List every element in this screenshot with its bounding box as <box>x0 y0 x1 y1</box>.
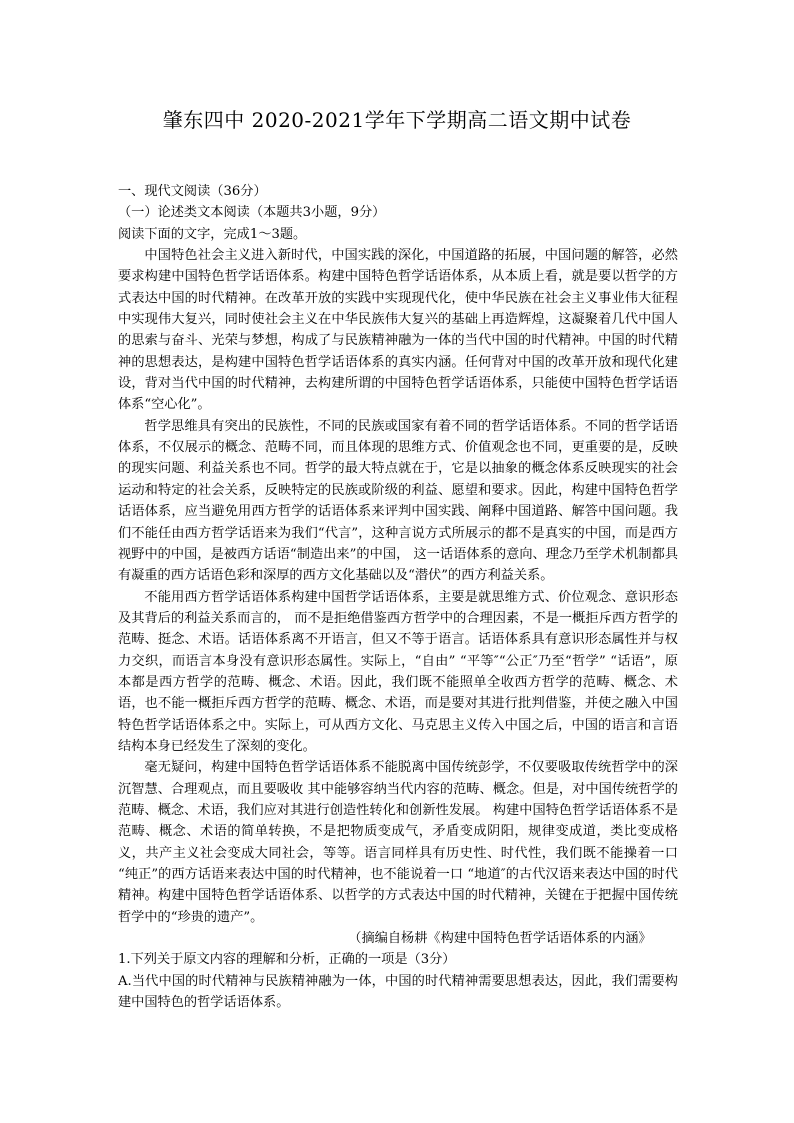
answer-option-a: A.当代中国的时代精神与民族精神融为一体，中国的时代精神需要思想表达，因此，我们需要构建中国特色的哲学话语体系。 <box>118 973 678 1011</box>
paragraph: 不能用西方哲学话语体系构建中国哲学话语体系，主要是就思维方式、价位观念、意识形态及其背后的利益关系而言的， 而不是拒绝借鉴西方哲学中的合理因素，不是一概拒斥西方哲学的范畴、挺念、术语。话语体系离不开语言，但又不等于语言。话语体系具有意识形态属性并与权力交织，而语言本身没有意识形态属性。实际上，“自由” “平等″“公正″乃至“哲学” “话语”，原本都是西方哲学的范畴、概念、术语。因此，我们既不能照单全收西方哲学的范畴、概念、术语，也不能一概拒斥西方哲学的范畴、概念、术语，而是要对其进行批判借鉴，并使之融入中国特色哲学话语体系之中。实际上，可从西方文化、马克思主义传入中国之后，中国的语言和言语结构本身已经发生了深刻的变化。 <box>118 589 678 754</box>
paragraph: 哲学思维具有突出的民族性，不同的民族或国家有着不同的哲学话语体系。不同的哲学话语体系，不仅展示的概念、范畴不同，而且体现的思维方式、价值观念也不同，更重要的是，反映的现实问题、利益关系也不同。哲学的最大特点就在于，它是以抽象的概念体系反映现实的社会运动和特定的社会关系，反映特定的民族或阶级的利益、愿望和要求。因此，构建中国特色哲学话语体系，应当避免用西方哲学的话语体系来评判中国实践、阐释中国道路、解答中国问题。我们不能任由西方哲学话语来为我们“代言”，这种言说方式所展示的都不是真实的中国，而是西方视野中的中国，是被西方话语“制造出来”的中国， 这一话语体系的意向、理念乃至学术机制都具有凝重的西方话语色彩和深厚的西方文化基础以及“潜伏”的西方利益关系。 <box>118 418 678 584</box>
paragraph: 毫无疑问，构建中国特色哲学话语体系不能脱离中国传统彭学，不仅要吸取传统哲学中的深沉智慧、合理观点，而且要吸收 其中能够容纳当代内容的范畴、概念。但是，对中国传统哲学的范畴、概念、术语，我们应对其进行创造性转化和创新性发展。 构建中国特色哲学话语体系不是范畴、概念、术语的简单转换，不是把物质变成气，矛盾变成阴阳，规律变成道，类比变成格义，共产主义社会变成大同社会，等等。语言同样具有历史性、时代性，我们既不能操着一口 “纯正”的西方话语来表达中国的时代精神，也不能说着一口 “地道″的古代汉语来表达中国的时代精神。构建中国特色哲学话语体系、以哲学的方式表达中国的时代精神，关键在于把握中国传统哲学中的“珍贵的遗产”。 <box>118 760 678 925</box>
subsection-heading: （一）论述类文本阅读（本题共3小题，9分） <box>118 205 386 221</box>
source-citation: （摘编自杨耕《构建中国特色哲学话语体系的内涵》 <box>348 931 652 947</box>
question-stem: 1.下列关于原文内容的理解和分析，正确的一项是（3分） <box>118 952 456 968</box>
document-body <box>118 181 678 1013</box>
section-heading: 一、现代文阅读（36分） <box>118 184 267 199</box>
paragraph: 中国特色社会主义进入新时代，中国实践的深化，中国道路的拓展，中国问题的解答，必然要求构建中国特色哲学话语体系。构建中国特色哲学话语体系，从本质上看，就是要以哲学的方式表达中国的时代精神。在改革开放的实践中实现现代化，使中华民族在社会主义事业伟大征程中实现伟大复兴，同时使社会主义在中华民族伟大复兴的基础上再造辉煌，这凝聚着几代中国人的思索与奋斗、光荣与梦想，构成了与民族精神融为一体的当代中国的时代精神。中国的时代精神的思想表达，是构建中国特色哲学话语体系的真实内涵。任何背对中国的改革开放和现代化建设，背对当代中国的时代精神，去构建所谓的中国特色哲学话语体系，只能使中国特色哲学话语体系“空心化”。 <box>118 248 678 413</box>
page-title: 肇东四中 2020-2021学年下学期高二语文期中试卷 <box>162 108 632 132</box>
reading-instruction: 阅读下面的文字，完成1～3题。 <box>118 226 307 242</box>
